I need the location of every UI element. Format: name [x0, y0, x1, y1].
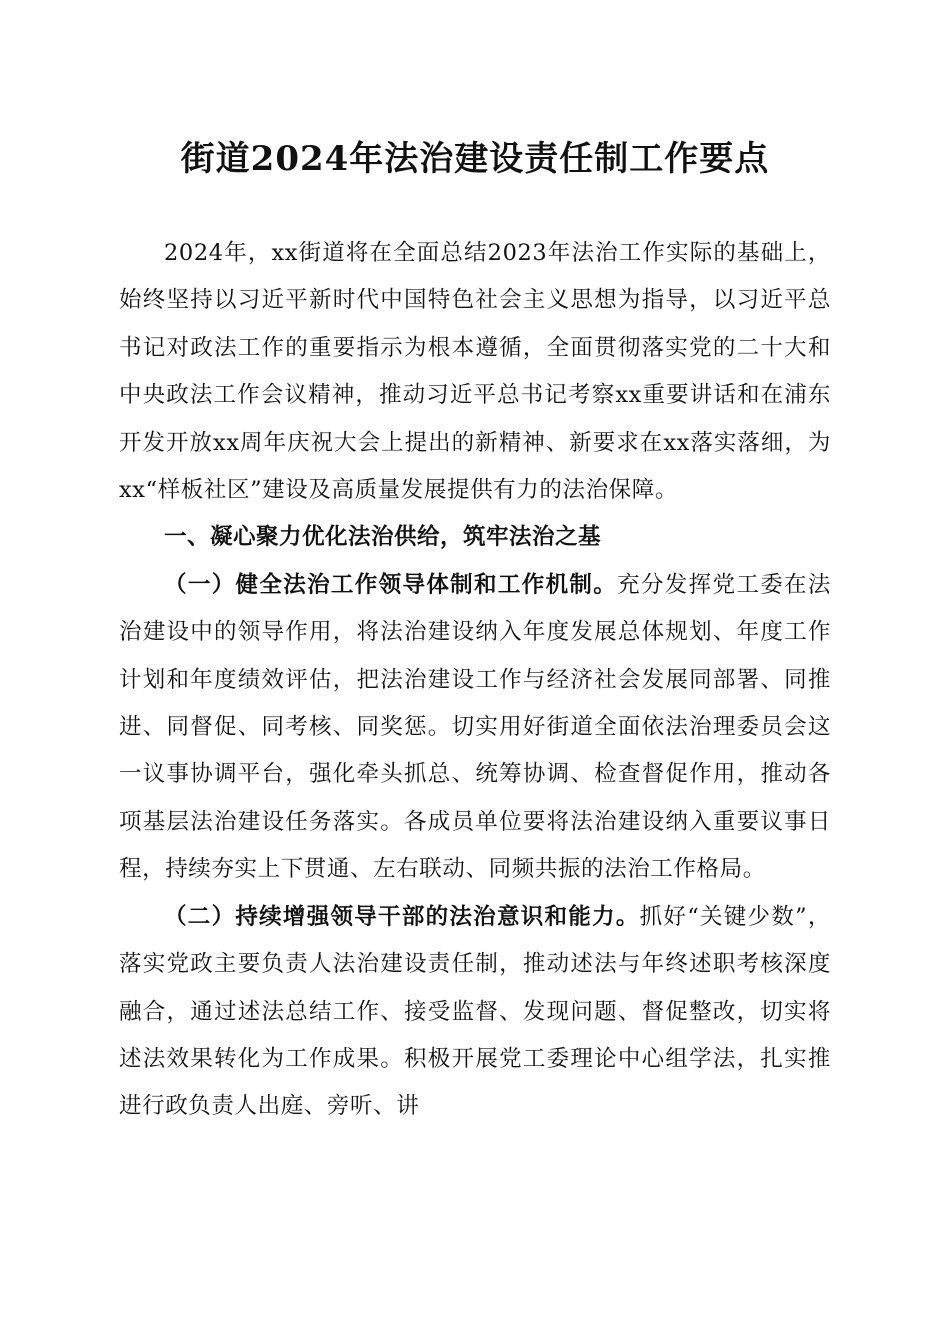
document-body	[119, 230, 831, 1131]
section-1-heading: 一、凝心聚力优化法治供给，筑牢法治之基	[164, 524, 602, 551]
item-2-lead: （二）持续增强领导干部的法治意识和能力。	[164, 903, 640, 930]
item-1-lead: （一）健全法治工作领导体制和工作机制。	[164, 571, 618, 598]
document-title: 街道2024年法治建设责任制工作要点	[180, 139, 770, 179]
intro-paragraph: 2024年，xx街道将在全面总结2023年法治工作实际的基础上，始终坚持以习近平新时代中国特色社会主义思想为指导，以习近平总书记对政法工作的重要指示为根本遵循，全面贯彻落实党的二十大和中央政法工作会议精神，推动习近平总书记考察xx重要讲话和在浦东开发开放xx周年庆祝大会上提出的新精神、新要求在xx落实落细，为xx“样板社区”建设及高质量发展提供有力的法治保障。	[119, 240, 831, 504]
section-1-item-1	[119, 562, 831, 894]
section-1-item-2	[119, 894, 831, 1131]
item-1-text: 充分发挥党工委在法治建设中的领导作用，将法治建设纳入年度发展总体规划、年度工作计划和年度绩效评估，把法治建设工作与经济社会发展同部署、同推进、同督促、同考核、同奖惩。切实用好街道全面依法治理委员会这一议事协调平台，强化牵头抓总、统筹协调、检查督促作用，推动各项基层法治建设任务落实。各成员单位要将法治建设纳入重要议事日程，持续夯实上下贯通、左右联动、同频共振的法治工作格局。	[119, 571, 831, 883]
item-2-text: 抓好“关键少数”，落实党政主要负责人法治建设责任制，推动述法与年终述职考核深度融合，通过述法总结工作、接受监督、发现问题、督促整改，切实将述法效果转化为工作成果。积极开展党工委理论中心组学法，扎实推进行政负责人出庭、旁听、讲	[119, 903, 831, 1120]
